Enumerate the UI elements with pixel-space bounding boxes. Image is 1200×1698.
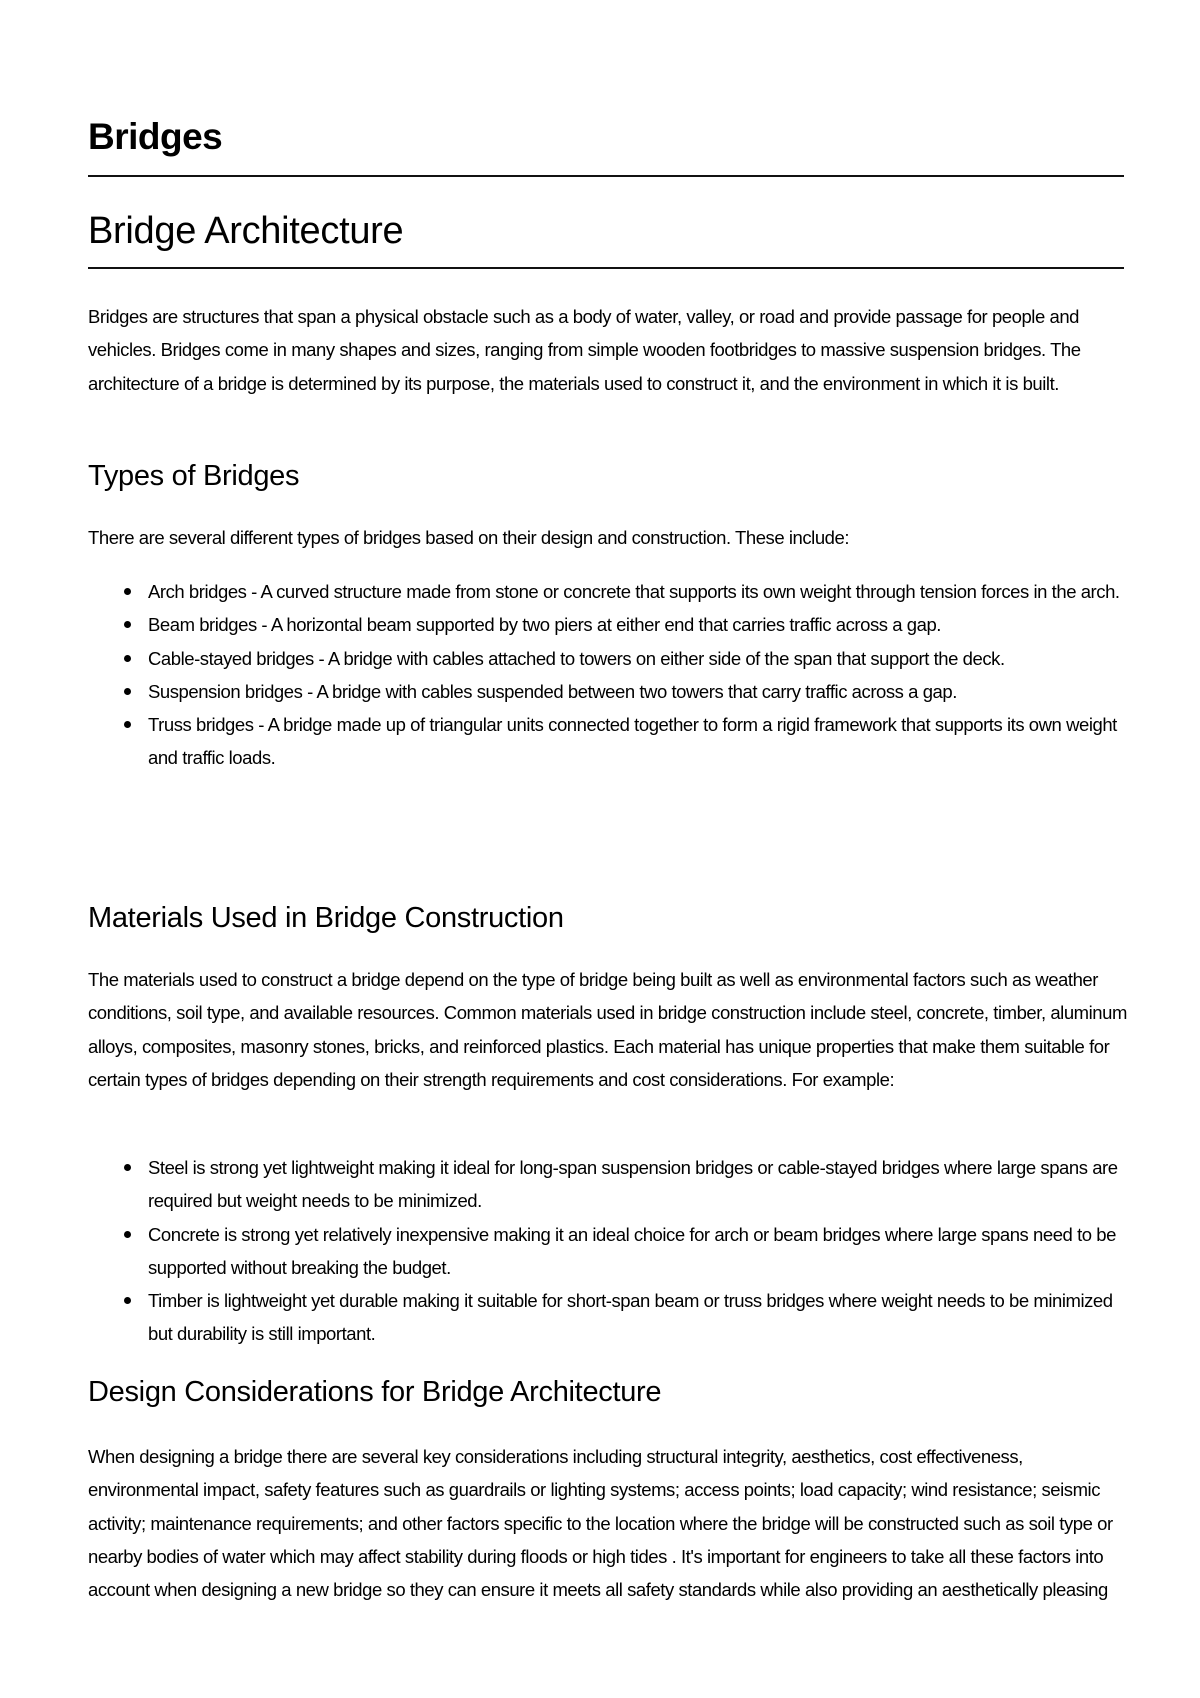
design-paragraph: When designing a bridge there are several key considerations including structural integrity, aesthetics, cost effectiveness, environmental impact, safety features such as guardrails or lighting systems; access points; load capacity; wind resistance; seismic activity; maintenance requirements; and other factors specific to the location where the bridge will be constructed such as soil type or nearby bodies of water which may affect stability during floods or high tides . It's important for engineers to take all these factors into account when designing a new bridge so they can ensure it meets all safety standards while also providing an aesthetically pleasing <box>88 1446 1113 1601</box>
bullet-icon <box>124 1164 131 1171</box>
list-item: Beam bridges - A horizontal beam supported by two piers at either end that carries traffic across a gap. <box>88 608 1128 641</box>
types-heading: Types of Bridges <box>88 460 300 492</box>
list-item: Steel is strong yet lightweight making it ideal for long-span suspension bridges or cable-stayed bridges where large spans are required but weight needs to be minimized. <box>88 1151 1128 1218</box>
types-list <box>88 575 1128 775</box>
document-title: Bridges <box>88 116 223 157</box>
types-lead: There are several different types of bridges based on their design and construction. These include: <box>88 527 850 548</box>
bullet-icon <box>124 721 131 728</box>
bullet-icon <box>124 621 131 628</box>
section-heading: Bridge Architecture <box>88 210 404 252</box>
materials-heading: Materials Used in Bridge Construction <box>88 902 564 934</box>
list-item: Truss bridges - A bridge made up of triangular units connected together to form a rigid framework that supports its own weight and traffic loads. <box>88 708 1128 775</box>
list-item: Cable-stayed bridges - A bridge with cables attached to towers on either side of the span that support the deck. <box>88 642 1128 675</box>
bullet-icon <box>124 588 131 595</box>
bullet-icon <box>124 1297 131 1304</box>
list-item: Suspension bridges - A bridge with cables suspended between two towers that carry traffic across a gap. <box>88 675 1128 708</box>
title-divider <box>88 175 1124 177</box>
design-heading: Design Considerations for Bridge Architecture <box>88 1376 662 1408</box>
list-item: Arch bridges - A curved structure made from stone or concrete that supports its own weight through tension forces in the arch. <box>88 575 1128 608</box>
intro-paragraph: Bridges are structures that span a physical obstacle such as a body of water, valley, or road and provide passage for people and vehicles. Bridges come in many shapes and sizes, ranging from simple wooden footbridges to massive suspension bridges. The architecture of a bridge is determined by its purpose, the materials used to construct it, and the environment in which it is built. <box>88 306 1081 394</box>
heading-divider <box>88 267 1124 269</box>
bullet-icon <box>124 1231 131 1238</box>
bullet-icon <box>124 688 131 695</box>
materials-list <box>88 1151 1128 1351</box>
list-item: Concrete is strong yet relatively inexpensive making it an ideal choice for arch or beam bridges where large spans need to be supported without breaking the budget. <box>88 1218 1128 1285</box>
bullet-icon <box>124 655 131 662</box>
materials-lead: The materials used to construct a bridge depend on the type of bridge being built as well as environmental factors such as weather conditions, soil type, and available resources. Common materials used in bridge construction include steel, concrete, timber, aluminum alloys, composites, masonry stones, bricks, and reinforced plastics. Each material has unique properties that make them suitable for certain types of bridges depending on their strength requirements and cost considerations. For example: <box>88 969 1127 1090</box>
list-item: Timber is lightweight yet durable making it suitable for short-span beam or truss bridges where weight needs to be minimized but durability is still important. <box>88 1284 1128 1351</box>
